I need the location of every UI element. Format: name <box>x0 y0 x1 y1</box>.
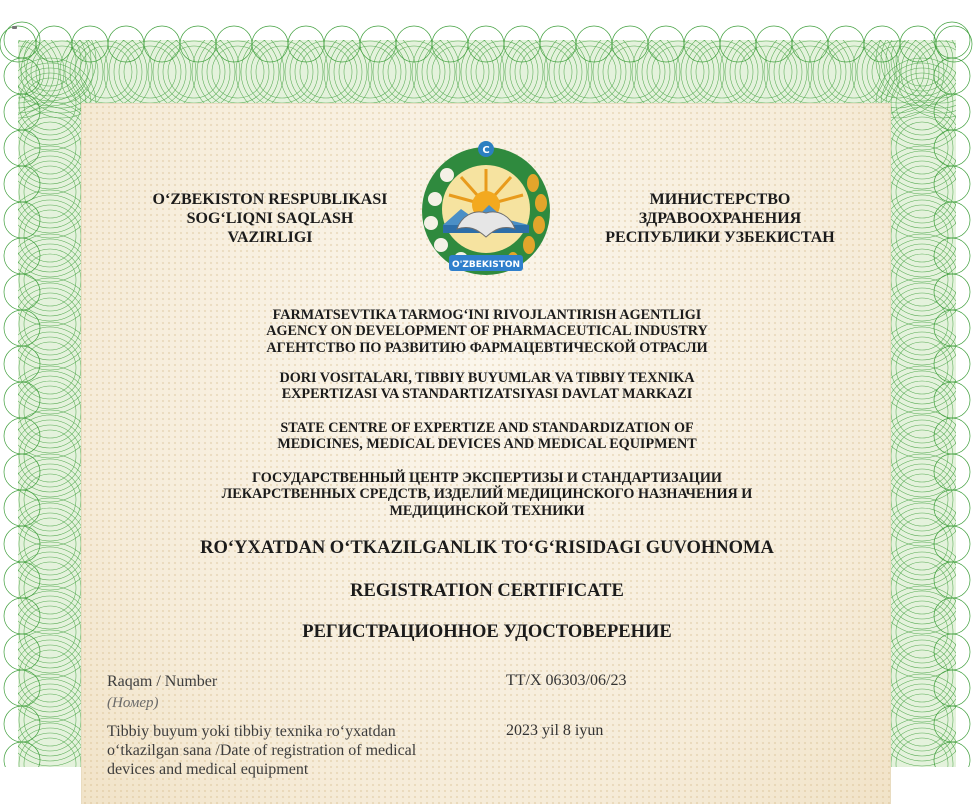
title-en: REGISTRATION CERTIFICATE <box>350 581 624 601</box>
state-emblem-icon <box>413 139 559 279</box>
number-value: TT/X 06303/06/23 <box>506 672 627 689</box>
number-label-ru: (Номер) <box>107 695 159 711</box>
svg-text:C: C <box>482 145 490 156</box>
centre-ru-block: ГОСУДАРСТВЕННЫЙ ЦЕНТР ЭКСПЕРТИЗЫ И СТАНДАРТИЗАЦИИ ЛЕКАРСТВЕННЫХ СРЕДСТВ, ИЗДЕЛИЙ МЕДИЦИНСКОГО НАЗНАЧЕНИЯ И МЕДИЦИНСКОЙ ТЕХНИКИ <box>221 470 753 519</box>
centre-en-block: STATE CENTRE OF EXPERTIZE AND STANDARDIZATION OF MEDICINES, MEDICAL DEVICES AND MEDICAL EQUIPMENT <box>277 420 697 453</box>
ministry-header-uz: O‘ZBEKISTON RESPUBLIKASI SOG‘LIQNI SAQLASH VAZIRLIGI <box>152 191 388 246</box>
scan-mark <box>12 26 17 29</box>
date-value: 2023 yil 8 iyun <box>506 722 604 739</box>
title-ru: РЕГИСТРАЦИОННОЕ УДОСТОВЕРЕНИЕ <box>302 622 672 642</box>
agency-block: FARMATSEVTIKA TARMOG‘INI RIVOJLANTIRISH AGENTLIGI AGENCY ON DEVELOPMENT OF PHARMACEUTICAL INDUSTRY АГЕНТСТВО ПО РАЗВИТИЮ ФАРМАЦЕВТИЧЕСКОЙ ОТРАСЛИ <box>266 307 708 356</box>
centre-uz-block: DORI VOSITALARI, TIBBIY BUYUMLAR VA TIBBIY TEXNIKA EXPERTIZASI VA STANDARTIZATSIYASI DAVLAT MARKAZI <box>279 370 695 403</box>
ministry-header-ru: МИНИСТЕРСТВО ЗДРАВООХРАНЕНИЯ РЕСПУБЛИКИ УЗБЕКИСТАН <box>605 191 835 246</box>
title-uz: RO‘YXATDAN O‘TKAZILGANLIK TO‘G‘RISIDAGI GUVOHNOMA <box>200 538 774 558</box>
date-label: Tibbiy buyum yoki tibbiy texnika ro‘yxatdan o‘tkazilgan sana /Date of registration of medical devices and medical equipment <box>107 723 417 779</box>
emblem-ribbon-text: O'ZBEKISTON <box>451 260 521 270</box>
number-label: Raqam / Number <box>107 673 218 690</box>
